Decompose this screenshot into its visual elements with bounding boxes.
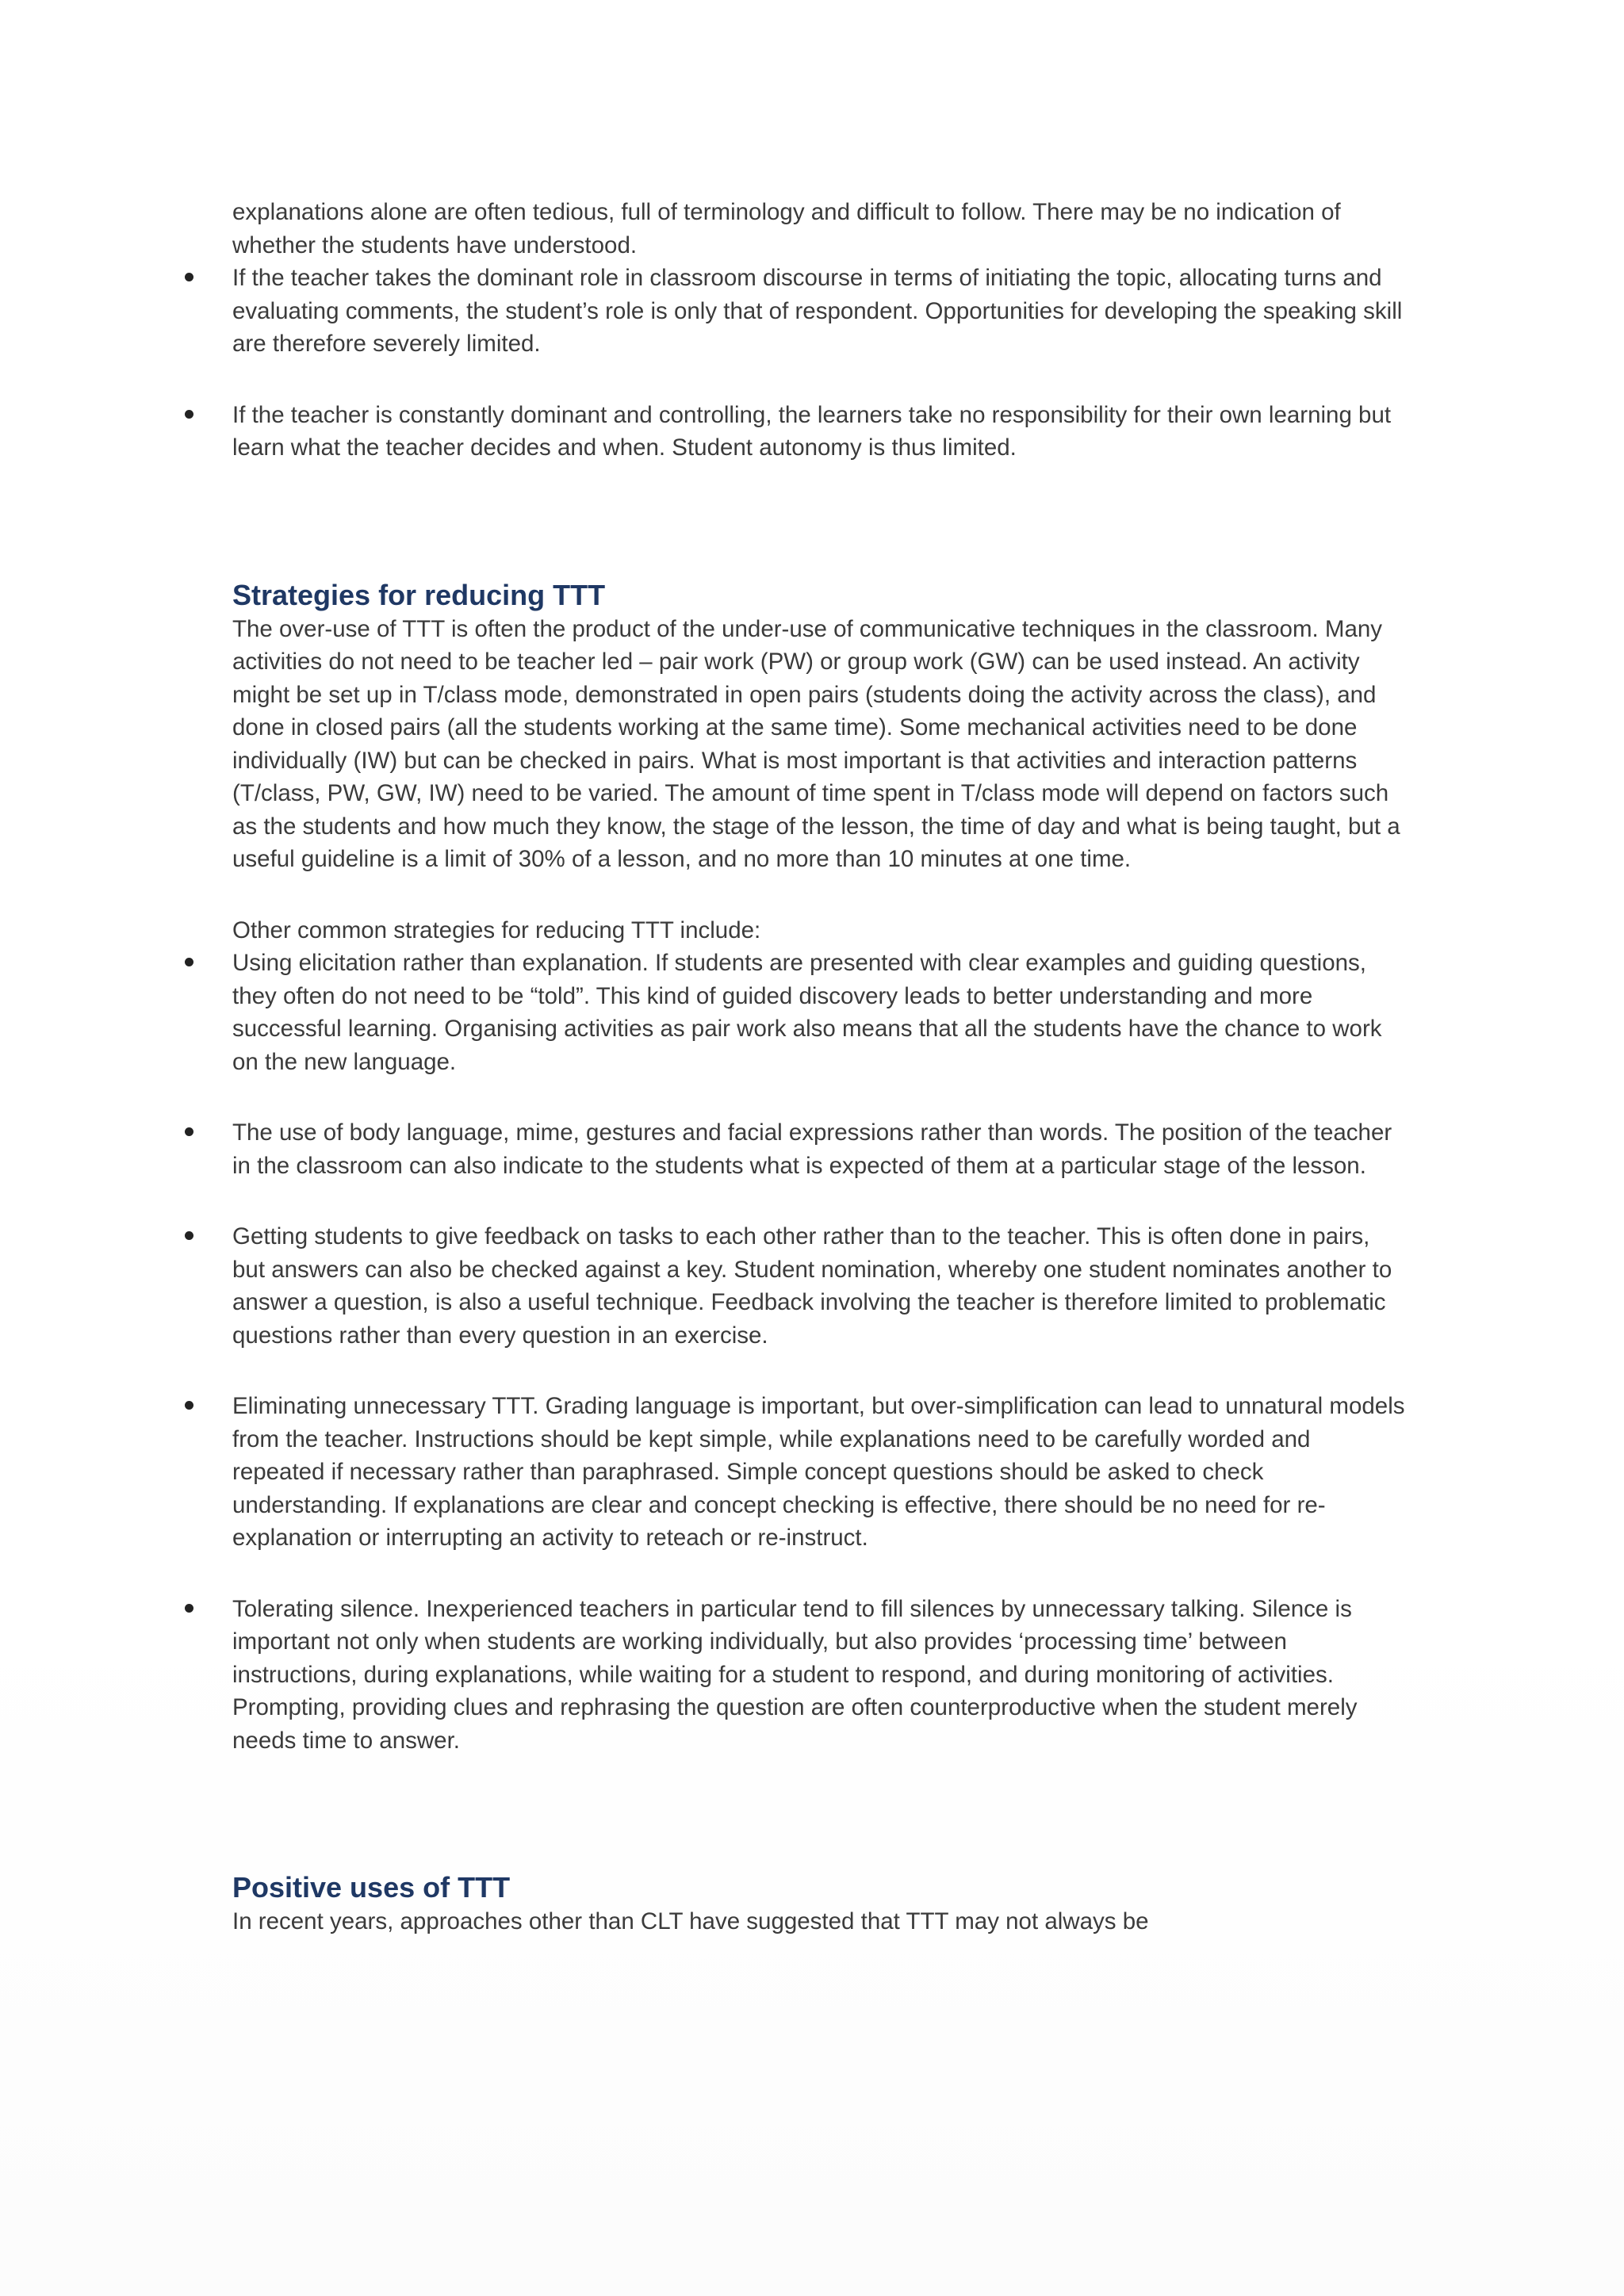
bullet-icon	[185, 1127, 193, 1136]
list-item	[232, 1593, 1406, 1758]
list-item	[232, 399, 1406, 465]
list-item	[232, 1220, 1406, 1352]
bullet-icon	[185, 1604, 193, 1613]
bullet-text: Getting students to give feedback on tasks to each other rather than to the teacher. This is often done in pairs, but answers can also be checked against a key. Student nomination, whereby one student nominates another to answer a question, is also a useful technique. Feedback involving the teacher is therefore limited to problematic questions rather than every question in an exercise.	[232, 1223, 1392, 1349]
bullet-text: Eliminating unnecessary TTT. Grading language is important, but over-simplification can lead to unnatural models from the teacher. Instructions should be kept simple, while explanations need to be carefully worded and repeated if necessary rather than paraphrased. Simple concept questions should be asked to check understanding. If explanations are clear and concept checking is effective, there should be no need for re-explanation or interrupting an activity to reteach or re-instruct.	[232, 1393, 1405, 1551]
strategies-paragraph: The over-use of TTT is often the product of the under-use of communicative techniques in the classroom. Many activities do not need to be teacher led – pair work (PW) or group work (GW) can be used instead. An activity might be set up in T/class mode, demonstrated in open pairs (students doing the activity across the class), and done in closed pairs (all the students working at the same time). Some mechanical activities need to be done individually (IW) but can be checked in pairs. What is most important is that activities and interaction patterns (T/class, PW, GW, IW) need to be varied. The amount of time spent in T/class mode will depend on factors such as the students and how much they know, the stage of the lesson, the time of day and what is being taught, but a useful guideline is a limit of 30% of a lesson, and no more than 10 minutes at one time.	[232, 615, 1400, 872]
positive-uses-paragraph: In recent years, approaches other than CLT have suggested that TTT may not always be	[232, 1908, 1149, 1934]
list-item	[232, 1390, 1406, 1555]
section-heading-strategies: Strategies for reducing TTT	[232, 578, 606, 611]
bullet-icon	[185, 410, 193, 419]
bullet-text: The use of body language, mime, gestures and facial expressions rather than words. The position of the teacher in the classroom can also indicate to the students what is expected of them at a particular stage of the lesson.	[232, 1119, 1392, 1179]
bullet-icon	[185, 1231, 193, 1240]
intro-paragraph-tail: explanations alone are often tedious, full of terminology and difficult to follow. There may be no indication of whether the students have understood.	[232, 199, 1341, 258]
bullet-text: Using elicitation rather than explanation. If students are presented with clear examples and guiding questions, they often do not need to be “told”. This kind of guided discovery leads to better understanding and more successful learning. Organising activities as pair work also means that all the students have the chance to work on the new language.	[232, 950, 1382, 1075]
bullet-text: If the teacher is constantly dominant and controlling, the learners take no responsibility for their own learning but learn what the teacher decides and when. Student autonomy is thus limited.	[232, 401, 1392, 461]
list-item	[232, 262, 1406, 361]
bullet-icon	[185, 958, 193, 966]
strategies-bullet-list	[232, 947, 1406, 1757]
bullet-text: If the teacher takes the dominant role in classroom discourse in terms of initiating the topic, allocating turns and evaluating comments, the student’s role is only that of respondent. Opportunities for developing the speaking skill are therefore severely limited.	[232, 265, 1403, 357]
list-item	[232, 1116, 1406, 1182]
problems-bullet-list	[232, 262, 1406, 465]
section-heading-positive-uses: Positive uses of TTT	[232, 1871, 511, 1904]
bullet-icon	[185, 1401, 193, 1410]
list-item	[232, 947, 1406, 1078]
bullet-text: Tolerating silence. Inexperienced teachers in particular tend to fill silences by unnecessary talking. Silence is important not only when students are working individually, but also provides ‘processing time’ between instructions, during explanations, while waiting for a student to respond, and during monitoring of activities. Prompting, providing clues and rephrasing the question are often counterproductive when the student merely needs time to answer.	[232, 1595, 1358, 1754]
bullet-icon	[185, 273, 193, 281]
document-body	[232, 196, 1406, 1938]
strategies-lead-in: Other common strategies for reducing TTT include:	[232, 916, 761, 943]
